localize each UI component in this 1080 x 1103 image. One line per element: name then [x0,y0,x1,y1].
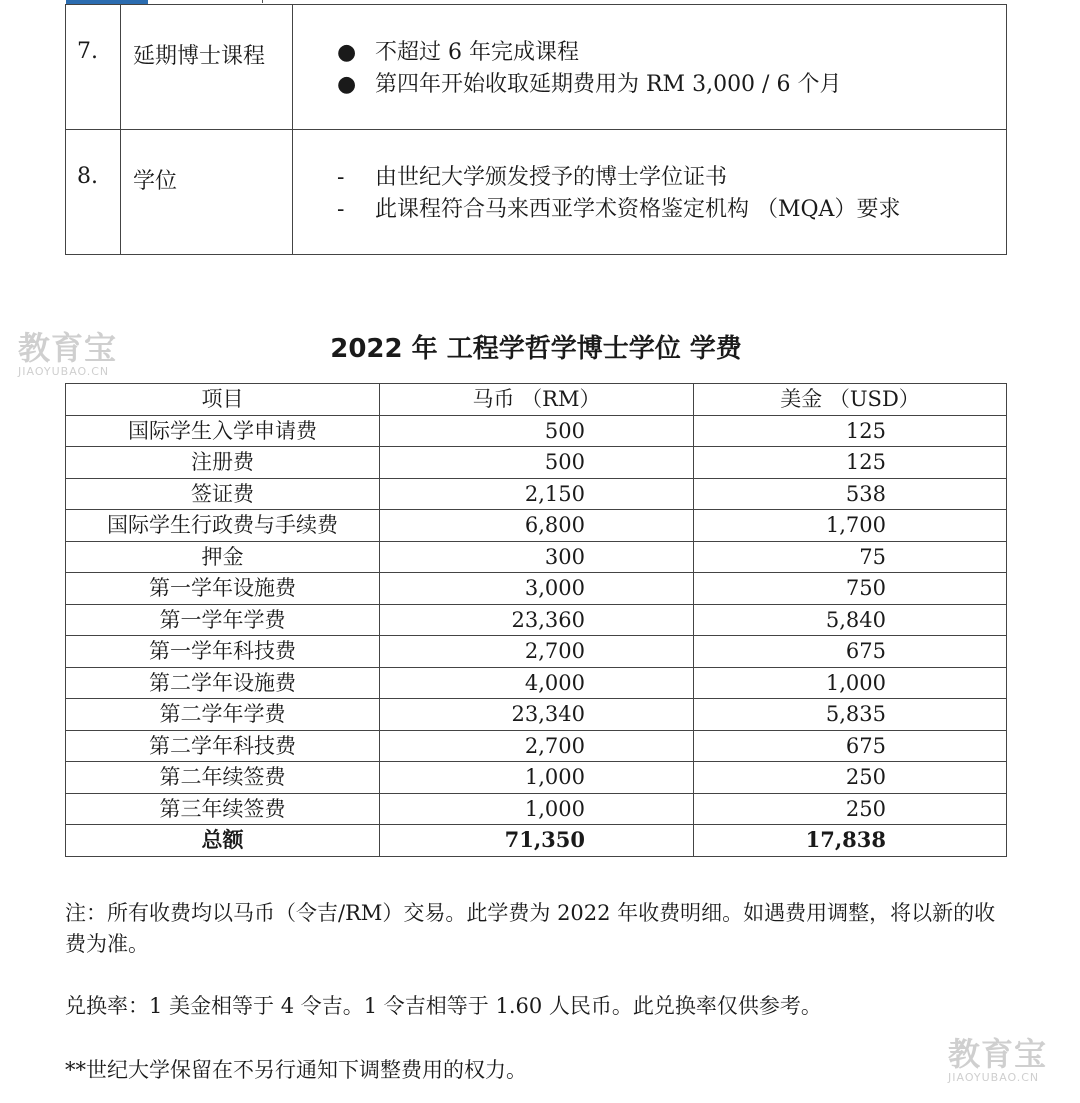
fee-table [65,383,1007,857]
program-info-table [65,4,1007,255]
list-item: - 此课程符合马来西亚学术资格鉴定机构 （MQA）要求 [337,194,1006,226]
total-row [66,825,1007,857]
fee-table-header [66,384,1007,416]
total-usd: 17,838 [694,825,1007,857]
info-row-extension [66,5,1007,130]
fee-item: 押金 [66,541,380,573]
table-row [66,415,1007,447]
fee-rm: 4,000 [380,667,694,699]
fee-note: 注：所有收费均以马币（令吉/RM）交易。此学费为 2022 年收费明细。如遇费用调整，将以新的收费为准。 [65,901,996,956]
fee-item: 第二学年设施费 [66,667,380,699]
fee-item: 第二学年学费 [66,699,380,731]
fee-table-body [66,415,1007,856]
total-rm: 71,350 [380,825,694,857]
header-rm: 马币 （RM） [380,384,694,416]
table-row [66,573,1007,605]
fee-usd: 125 [694,415,1007,447]
fee-usd: 250 [694,762,1007,794]
table-row [66,762,1007,794]
table-row [66,667,1007,699]
fee-rm: 2,150 [380,478,694,510]
row-label: 延期博士课程 [121,5,293,130]
fee-rm: 6,800 [380,510,694,542]
row-content [293,130,1007,255]
fee-rm: 500 [380,447,694,479]
fee-usd: 5,840 [694,604,1007,636]
fee-table-title: 2022 年 工程学哲学博士学位 学费 [330,334,742,364]
header-usd: 美金 （USD） [694,384,1007,416]
table-row [66,510,1007,542]
fee-rm: 500 [380,415,694,447]
fee-item: 国际学生入学申请费 [66,415,380,447]
fee-rm: 3,000 [380,573,694,605]
table-row [66,478,1007,510]
watermark-domain: JIAOYUBAO.CN [18,365,110,378]
fee-usd: 1,000 [694,667,1007,699]
reservation-note: **世纪大学保留在不另行通知下调整费用的权力。 [65,1058,527,1082]
fee-rm: 2,700 [380,730,694,762]
fee-rm: 23,340 [380,699,694,731]
fee-usd: 675 [694,730,1007,762]
fee-usd: 675 [694,636,1007,668]
fee-item: 注册费 [66,447,380,479]
fee-rm: 300 [380,541,694,573]
table-row [66,447,1007,479]
fee-rm: 1,000 [380,793,694,825]
watermark-brand: 教育宝 [18,329,118,367]
fee-usd: 1,700 [694,510,1007,542]
fee-item: 签证费 [66,478,380,510]
fee-usd: 250 [694,793,1007,825]
bullet-icon: ● [337,72,357,97]
table-row [66,699,1007,731]
total-label: 总额 [66,825,380,857]
watermark-domain: JIAOYUBAO.CN [948,1071,1040,1084]
fee-item: 第二学年科技费 [66,730,380,762]
row-label: 学位 [121,130,293,255]
row-number: 8. [66,130,121,255]
list-item: ● 不超过 6 年完成课程 [337,37,1006,69]
fee-usd: 750 [694,573,1007,605]
list-item: - 由世纪大学颁发授予的博士学位证书 [337,162,1006,194]
table-row [66,541,1007,573]
watermark-brand: 教育宝 [948,1035,1048,1073]
fee-item: 第三年续签费 [66,793,380,825]
top-divider-mark [262,0,263,3]
fee-usd: 125 [694,447,1007,479]
fee-item: 第一学年科技费 [66,636,380,668]
info-row-degree [66,130,1007,255]
fee-usd: 75 [694,541,1007,573]
table-row [66,604,1007,636]
fee-rm: 2,700 [380,636,694,668]
dash-marker-icon: - [337,197,345,222]
list-item: ● 第四年开始收取延期费用为 RM 3,000 / 6 个月 [337,69,1006,101]
table-row [66,636,1007,668]
bullet-icon: ● [337,40,357,65]
table-row [66,730,1007,762]
row-content [293,5,1007,130]
exchange-rate-note: 兑换率：1 美金相等于 4 令吉。1 令吉相等于 1.60 人民币。此兑换率仅供参考。 [65,994,822,1018]
fee-usd: 5,835 [694,699,1007,731]
fee-item: 第一学年设施费 [66,573,380,605]
fee-item: 国际学生行政费与手续费 [66,510,380,542]
watermark-logo [948,1035,1048,1084]
dash-marker-icon: - [337,165,345,190]
fee-usd: 538 [694,478,1007,510]
header-item: 项目 [66,384,380,416]
table-row [66,793,1007,825]
fee-item: 第二年续签费 [66,762,380,794]
fee-rm: 1,000 [380,762,694,794]
fee-rm: 23,360 [380,604,694,636]
fee-item: 第一学年学费 [66,604,380,636]
row-number: 7. [66,5,121,130]
